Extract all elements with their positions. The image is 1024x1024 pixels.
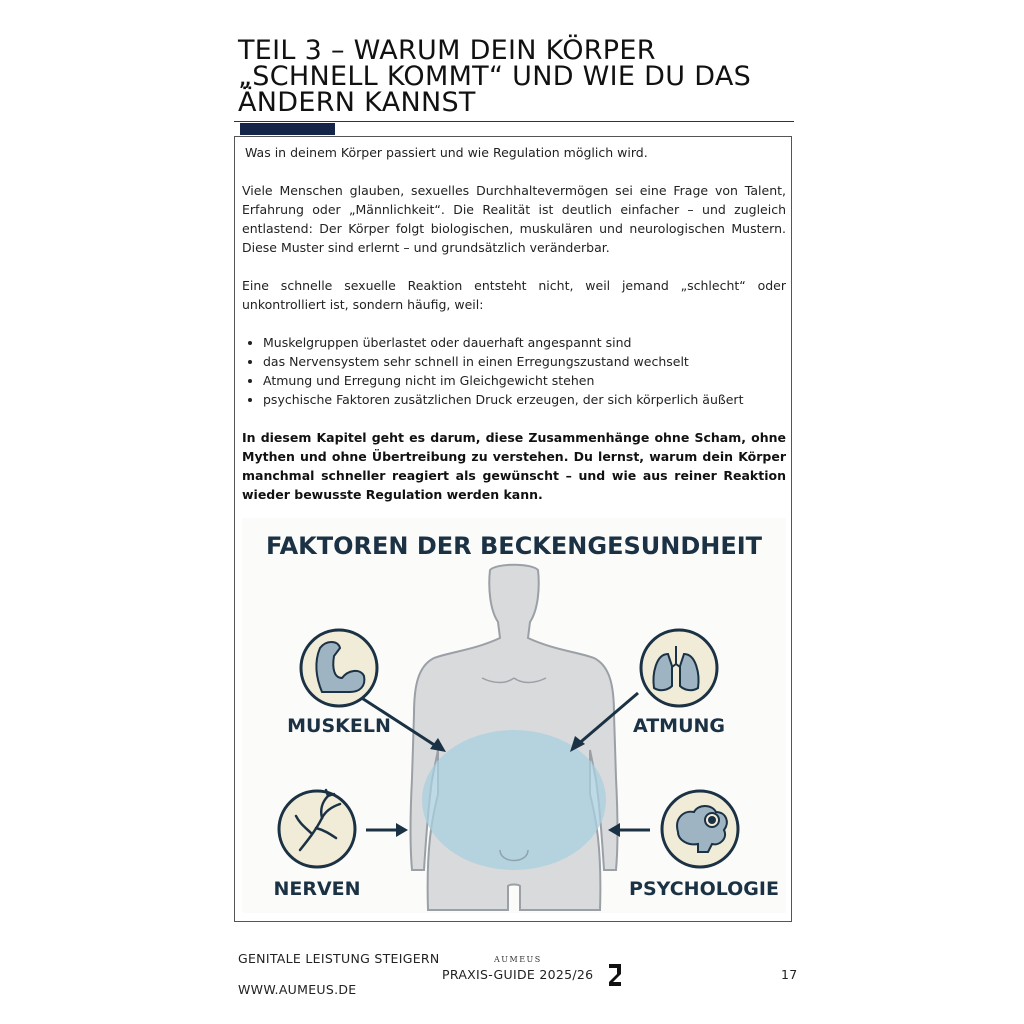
infographic-title: FAKTOREN DER BECKENGESUNDHEIT (265, 532, 763, 560)
list-item: • Atmung und Erregung nicht im Gleichgewicht stehen (263, 371, 807, 390)
list-item: • psychische Faktoren zusätzlichen Druck erzeugen, der sich körperlich äußert (263, 390, 807, 409)
footer-guide-label: PRAXIS-GUIDE 2025/26 (442, 967, 594, 982)
muscle-icon-circle (301, 630, 377, 706)
title-accent-bar (240, 123, 335, 135)
page-title: TEIL 3 – WARUM DEIN KÖRPER „SCHNELL KOMMT“ UND WIE DU DAS ÄNDERN KANNST (238, 35, 752, 118)
label-psychology: PSYCHOLOGIE (629, 878, 779, 900)
label-breathing: ATMUNG (632, 715, 726, 737)
paragraph-intro: Viele Menschen glauben, sexuelles Durchhaltevermögen sei eine Frage von Talent, Erfahrung oder „Männlichkeit“. Die Realität ist deutlich einfacher – und zugleich entlastend: Der Körper folgt biologischen, muskulären und neurologischen Mustern. Diese Muster sind erlernt – und grundsätzlich veränderbar. (242, 183, 786, 255)
title-divider (234, 121, 794, 122)
list-item: • das Nervensystem sehr schnell in einen Erregungszustand wechselt (263, 352, 807, 371)
section-subtitle: Was in deinem Körper passiert und wie Regulation möglich wird. (245, 145, 648, 160)
paragraph-chapter-summary: In diesem Kapitel geht es darum, diese Zusammenhänge ohne Scham, ohne Mythen und ohne Übertreibung zu verstehen. Du lernst, warum dein Körper manchmal schneller reagiert als gewünscht – und wie aus reiner Reaktion wieder bewusste Regulation werden kann. (242, 430, 786, 502)
footer-book-title: GENITALE LEISTUNG STEIGERN (238, 951, 440, 966)
footer-website-link[interactable]: WWW.AUMEUS.DE (238, 982, 357, 997)
list-item: • Muskelgruppen überlastet oder dauerhaft angespannt sind (263, 333, 807, 352)
page-number: 17 (781, 967, 798, 982)
footer-brand: AUMEUS (494, 955, 542, 964)
label-muscles: MUSKELN (287, 715, 391, 737)
brand-logo-icon (607, 962, 623, 988)
cause-list (242, 333, 807, 409)
paragraph-causes: Eine schnelle sexuelle Reaktion entsteht nicht, weil jemand „schlecht“ oder unkontrolliert ist, sondern häufig, weil: (242, 278, 786, 312)
pelvic-health-infographic (242, 518, 786, 913)
label-nerves: NERVEN (273, 878, 361, 900)
pelvis-highlight (422, 730, 606, 870)
